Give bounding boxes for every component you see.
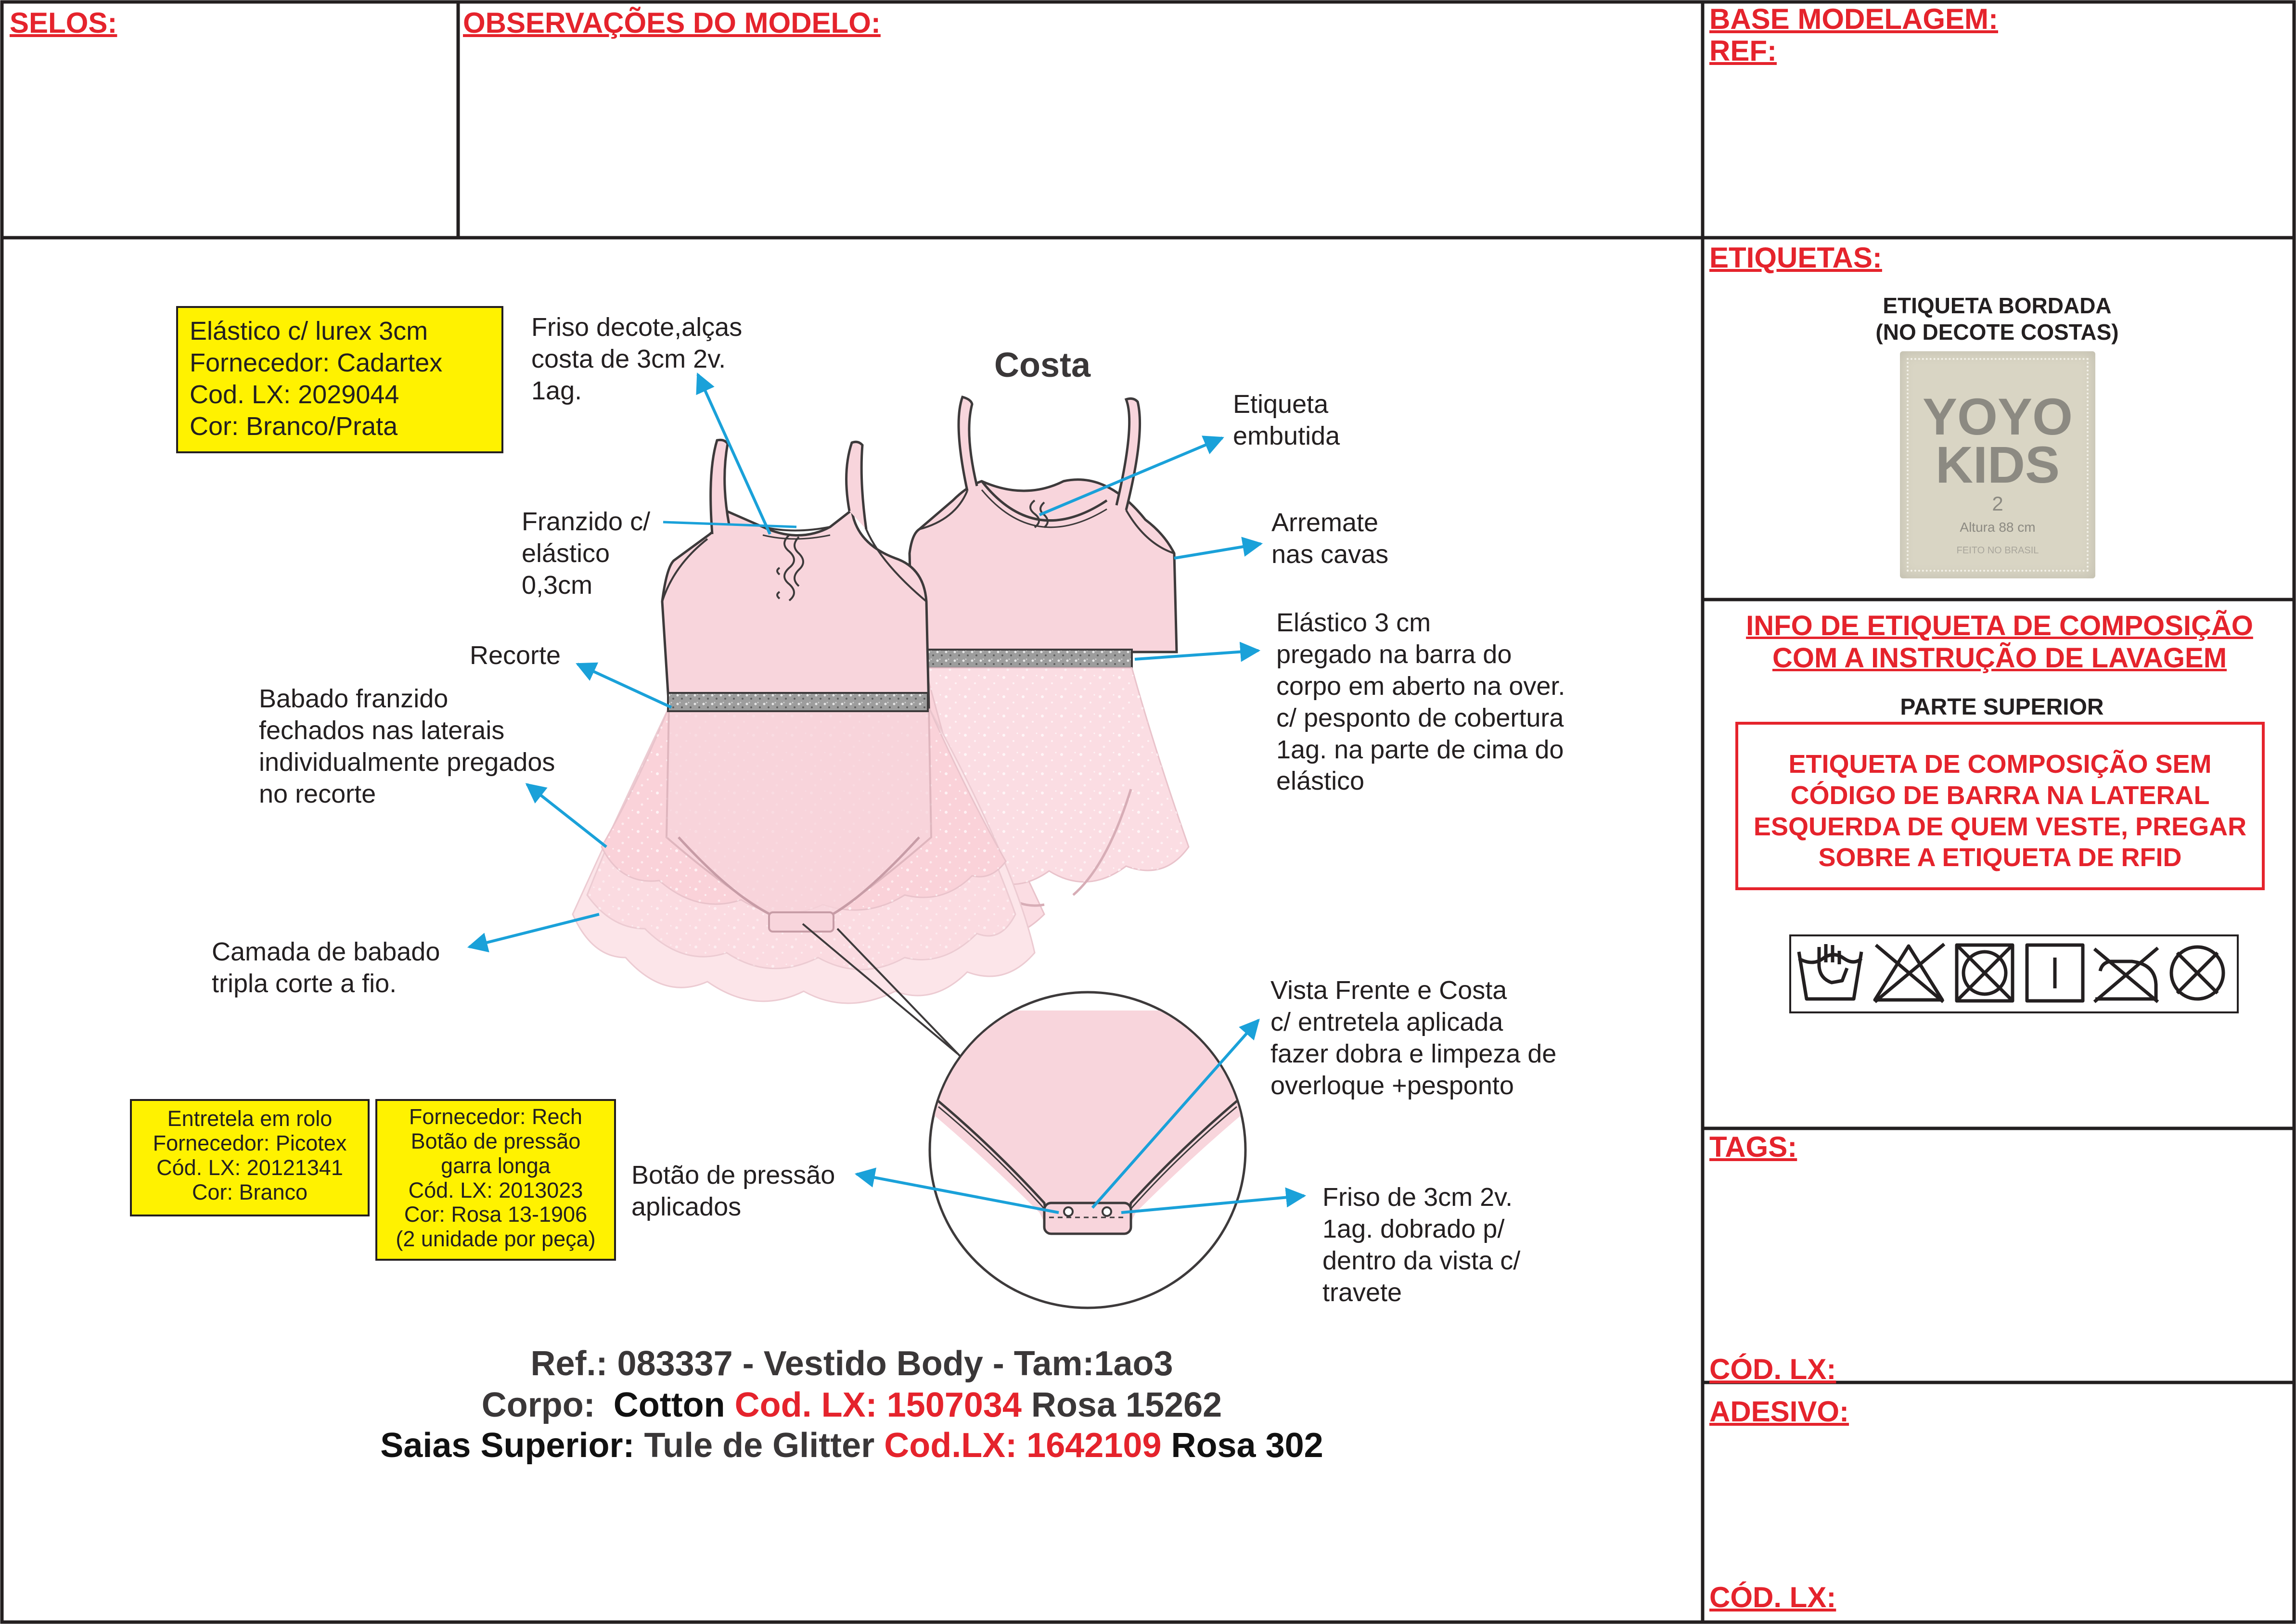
composition-line: ESQUERDA DE QUEM VESTE, PREGAR (1753, 812, 2247, 841)
line-dry-icon (2027, 945, 2083, 1001)
no-iron-icon (2094, 948, 2158, 1002)
note-camada-babado: Camada de babado tripla corte a fio. (212, 937, 440, 998)
composition-line: SOBRE A ETIQUETA DE RFID (1818, 843, 2182, 872)
yellow-box-elastico (176, 306, 503, 453)
snap-button-icon (1103, 1207, 1111, 1216)
note-etiqueta-embutida: Etiqueta embutida (1233, 390, 1340, 450)
composition-box (1735, 722, 2265, 890)
composition-line: CÓDIGO DE BARRA NA LATERAL (1790, 780, 2210, 810)
selos-title: SELOS: (10, 7, 117, 39)
label-brand-yoyo: YOYO (1922, 387, 2073, 446)
yellow-box-line: Entretela em rolo (167, 1106, 333, 1131)
yellow-box-entretela (130, 1099, 370, 1216)
footer-saias-fabric: Tule de Glitter (644, 1426, 875, 1465)
yellow-box-line: Botão de pressão (410, 1128, 581, 1153)
note-vista-frente: Vista Frente e Costa c/ entretela aplicada fazer dobra e limpeza de overloque +pesponto (1270, 976, 1557, 1100)
front-strap-left (711, 440, 729, 534)
front-crotch (769, 912, 834, 932)
yellow-box-line: Fornecedor: Cadartex (190, 348, 443, 377)
costa-title: Costa (994, 346, 1091, 384)
footer-saias-code: Cod.LX: 1642109 (884, 1426, 1162, 1465)
yellow-box-line: Fornecedor: Rech (409, 1104, 583, 1129)
back-strap-right (1116, 398, 1140, 510)
crotch-detail (803, 924, 1251, 1308)
front-elastic-band (668, 693, 928, 711)
snap-button-icon (1064, 1207, 1073, 1216)
yellow-box-line: (2 unidade por peça) (396, 1227, 596, 1252)
adesivo-title: ADESIVO: (1709, 1395, 1849, 1428)
footer-saias-color: Rosa 302 (1171, 1426, 1323, 1465)
ref-title: REF: (1709, 35, 1777, 67)
footer-corpo-color: Rosa 15262 (1031, 1386, 1222, 1424)
footer-corpo-label: Corpo: (481, 1386, 595, 1424)
etiquetas-title: ETIQUETAS: (1709, 242, 1882, 274)
note-elastico-3cm: Elástico 3 cm pregado na barra do corpo em aberto na over. c/ pesponto de cobertura 1ag. na parte de cima do elástico (1276, 608, 1565, 796)
yellow-box-line: Cor: Branco (192, 1179, 308, 1204)
back-strap-left (959, 397, 977, 491)
footer-ref-line: Ref.: 083337 - Vestido Body - Tam:1ao3 (530, 1344, 1173, 1383)
yellow-box-line: Cor: Rosa 13-1906 (404, 1202, 588, 1227)
yellow-box-line: Cód. LX: 20121341 (156, 1155, 343, 1180)
note-botao-pressao: Botão de pressão aplicados (631, 1161, 835, 1221)
note-friso-3cm: Friso de 3cm 2v. 1ag. dobrado p/ dentro da vista c/ travete (1322, 1183, 1521, 1307)
yellow-box-line: Elástico c/ lurex 3cm (190, 317, 428, 345)
label-height: Altura 88 cm (1960, 520, 2036, 535)
note-franzido: Franzido c/ elástico 0,3cm (522, 507, 651, 600)
composition-line: ETIQUETA DE COMPOSIÇÃO SEM (1788, 750, 2212, 779)
yellow-box-line: Cor: Branco/Prata (190, 411, 398, 441)
note-babado-franzido: Babado franzido fechados nas laterais individualmente pregados no recorte (259, 684, 555, 808)
note-arremate: Arremate nas cavas (1271, 508, 1389, 569)
tags-title: TAGS: (1709, 1131, 1797, 1163)
no-tumble-dry-icon (1957, 945, 2013, 1001)
no-dry-clean-icon (2171, 947, 2223, 999)
label-size: 2 (1992, 492, 2003, 515)
footer-corpo-fabric: Cotton (613, 1386, 725, 1424)
tags-cod-lx: CÓD. LX: (1709, 1353, 1836, 1385)
embroidered-label (1900, 351, 2095, 578)
yellow-box-line: Fornecedor: Picotex (153, 1130, 347, 1155)
yellow-box-line: Cod. LX: 2029044 (190, 380, 399, 409)
observacoes-title: OBSERVAÇÕES DO MODELO: (463, 7, 881, 39)
adesivo-cod-lx: CÓD. LX: (1709, 1581, 1836, 1613)
info-etiqueta-title (1713, 610, 2286, 674)
base-modelagem-title: BASE MODELAGEM: (1709, 3, 1998, 35)
back-elastic-band (925, 650, 1132, 668)
yellow-box-line: Cód. LX: 2013023 (408, 1177, 583, 1202)
note-recorte: Recorte (470, 641, 561, 670)
note-friso-decote: Friso decote,alças costa de 3cm 2v. 1ag. (531, 313, 743, 405)
etiqueta-bordada-line2: (NO DECOTE COSTAS) (1875, 320, 2119, 345)
hand-wash-icon (1799, 944, 1861, 999)
footer-saias-label: Saias Superior: (380, 1426, 635, 1465)
back-bodice-fill (910, 480, 1177, 652)
etiqueta-bordada-line1: ETIQUETA BORDADA (1883, 293, 2112, 318)
care-symbols-box (1789, 934, 2239, 1013)
yellow-box-line: garra longa (441, 1153, 551, 1178)
info-title-line1: INFO DE ETIQUETA DE COMPOSIÇÃO (1746, 610, 2253, 641)
no-bleach-icon (1875, 944, 1944, 1002)
footer-corpo-line (0, 1388, 1704, 1422)
parte-superior-label: PARTE SUPERIOR (1900, 694, 2104, 720)
info-title-line2: COM A INSTRUÇÃO DE LAVAGEM (1772, 642, 2227, 674)
label-made-in: FEITO NO BRASIL (1956, 545, 2039, 556)
care-symbols (1789, 934, 2239, 1013)
label-brand-kids: KIDS (1935, 435, 2060, 494)
etiqueta-bordada-caption (1732, 293, 2262, 345)
footer-saias-line (0, 1428, 1704, 1463)
footer-corpo-code: Cod. LX: 1507034 (734, 1386, 1022, 1424)
yellow-box-botao (375, 1099, 616, 1261)
